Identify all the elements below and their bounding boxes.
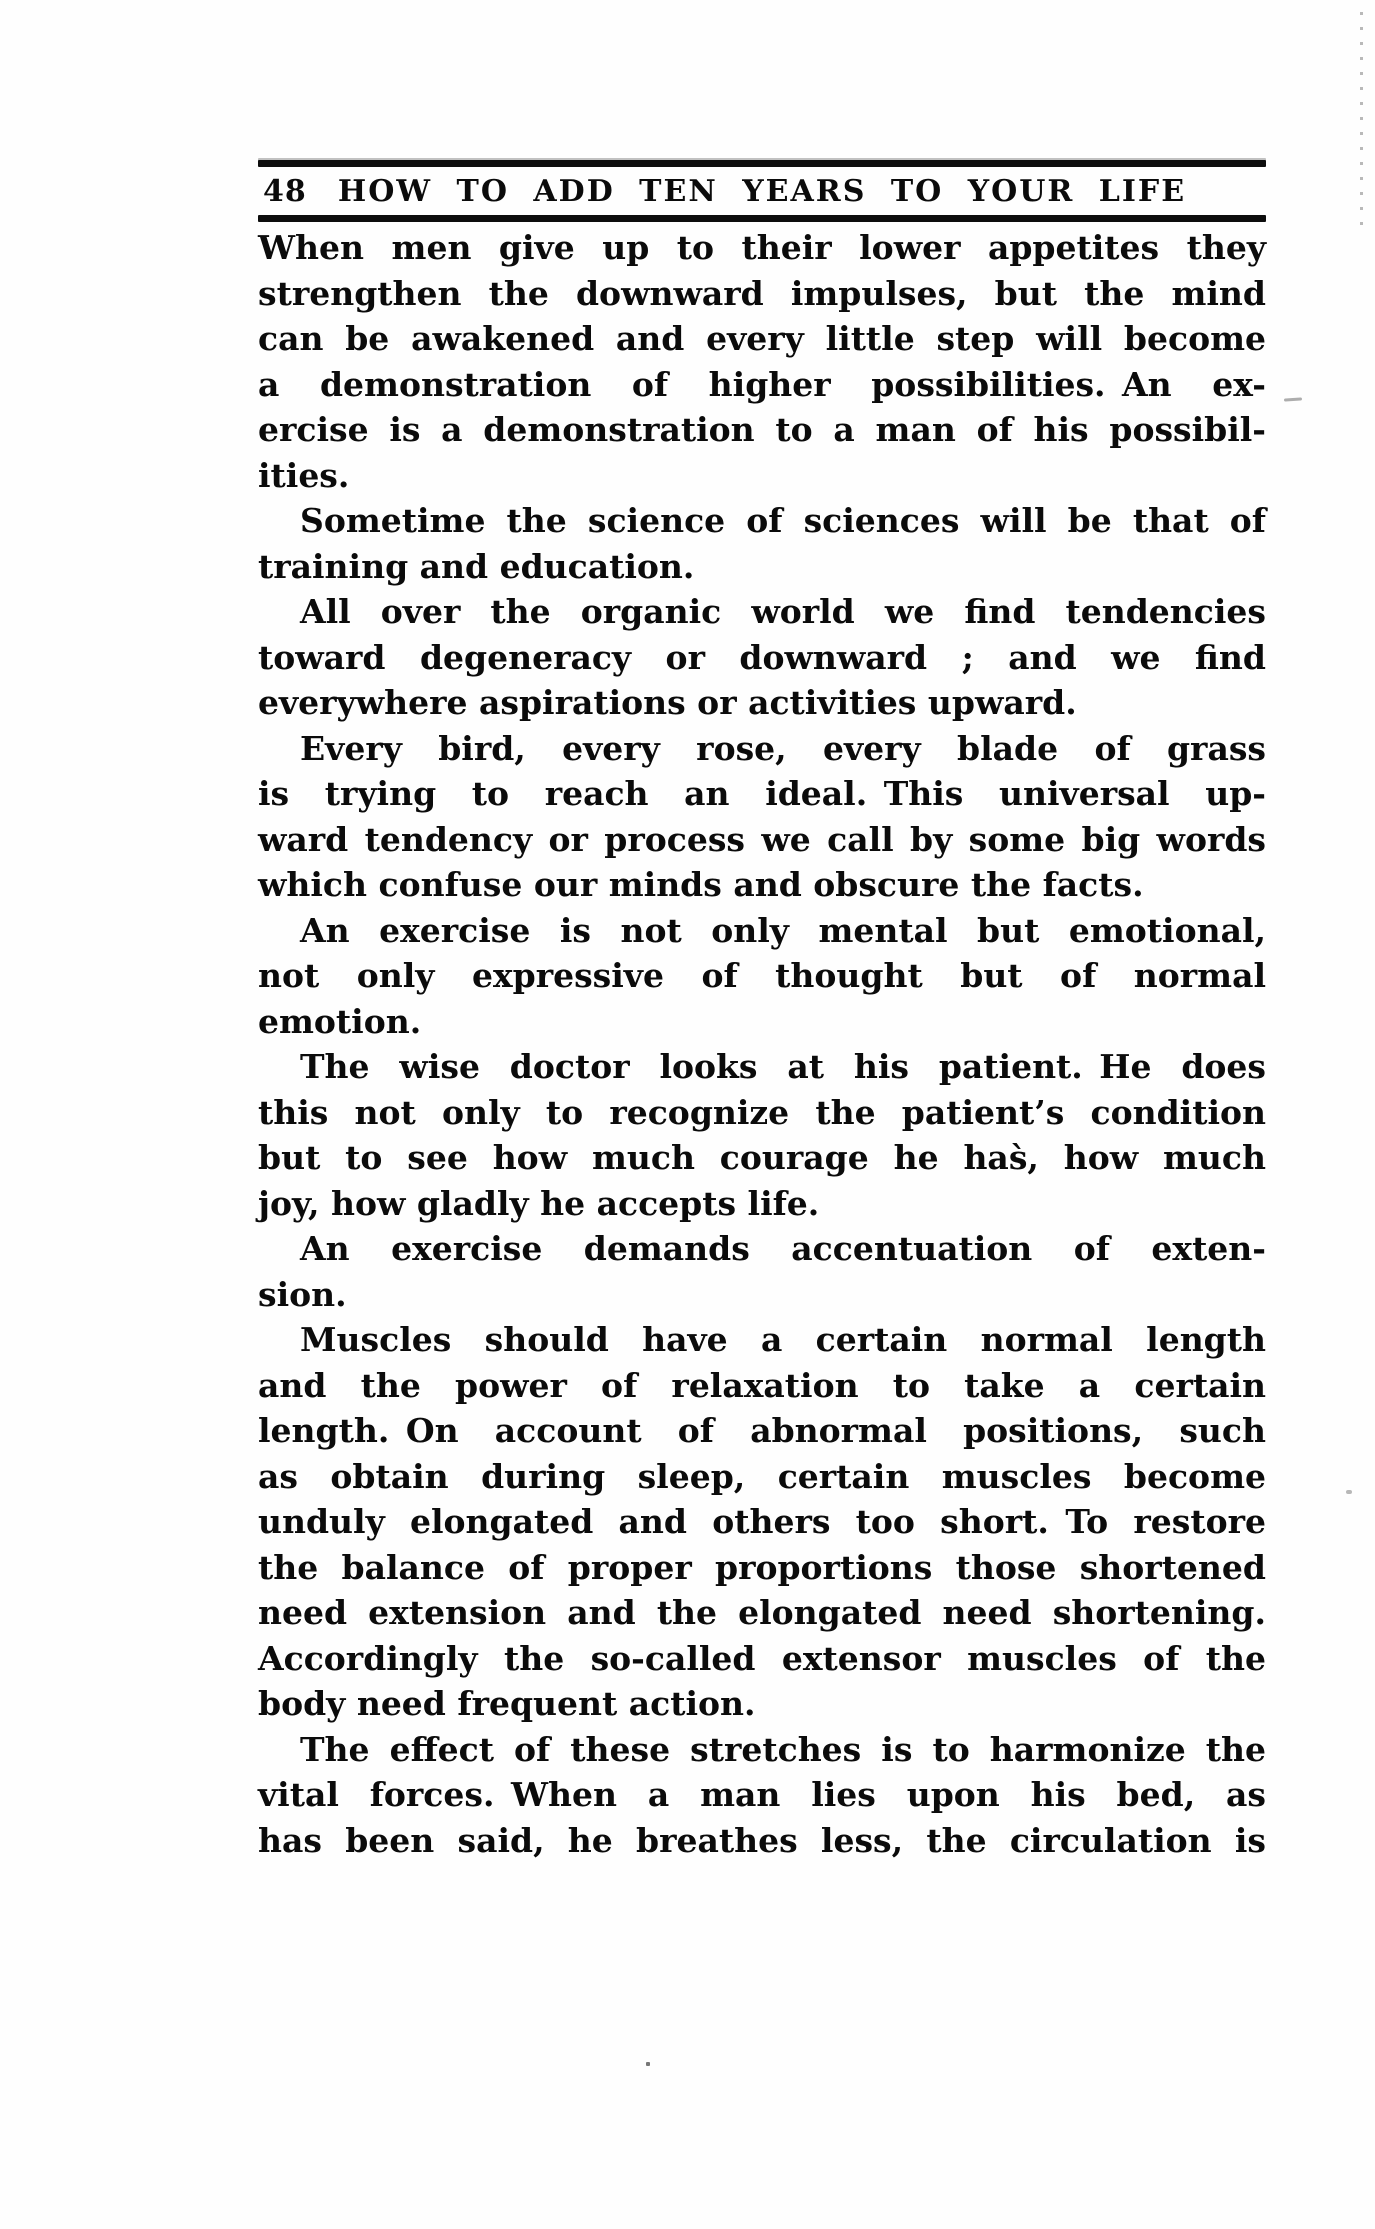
text-line: has been said, he breathes less, the circulation is <box>258 1820 1266 1860</box>
page-number: 48 <box>263 173 307 209</box>
scan-artifact-speck <box>1346 1490 1352 1494</box>
text-line: everywhere aspirations or activities upward. <box>258 683 1077 722</box>
text-line: Muscles should have a certain normal length <box>300 1320 1266 1359</box>
text-line: the balance of proper proportions those shortened <box>258 1547 1266 1587</box>
text-line: this not only to recognize the patient’s condition <box>258 1092 1266 1132</box>
text-line: All over the organic world we find tendencies <box>300 592 1266 631</box>
text-line: toward degeneracy or downward ; and we find <box>258 637 1266 677</box>
text-line: unduly elongated and others too short. To restore <box>258 1502 1266 1541</box>
text-line: Every bird, every rose, every blade of grass <box>300 728 1266 768</box>
text-line: When men give up to their lower appetites they <box>258 228 1266 267</box>
text-line: and the power of relaxation to take a certain <box>258 1365 1266 1405</box>
header-rule-bottom <box>258 215 1266 222</box>
header-rule-top <box>258 160 1266 167</box>
scan-artifact-edge-dots <box>1360 12 1363 237</box>
text-line: The effect of these stretches is to harmonize the <box>300 1729 1266 1769</box>
text-line: is trying to reach an ideal. This universal up- <box>258 774 1266 813</box>
text-line: sion. <box>258 1274 347 1314</box>
text-line: can be awakened and every little step will become <box>258 319 1266 358</box>
text-line: a demonstration of higher possibilities. An ex- <box>258 364 1266 404</box>
text-line: emotion. <box>258 1001 422 1041</box>
text-line: not only expressive of thought but of normal <box>258 956 1266 995</box>
text-line: need extension and the elongated need shortening. <box>258 1593 1266 1632</box>
running-title: HOW TO ADD TEN YEARS TO YOUR LIFE <box>337 173 1187 209</box>
text-line: An exercise is not only mental but emotional, <box>300 910 1266 950</box>
text-line: length. On account of abnormal positions, such <box>258 1411 1266 1450</box>
body-text <box>258 225 1266 1863</box>
text-line: ercise is a demonstration to a man of his possibil- <box>258 410 1266 449</box>
text-block <box>258 160 1266 1863</box>
text-line: ward tendency or process we call by some big words <box>258 819 1266 859</box>
text-line: The wise doctor looks at his patient. He does <box>300 1047 1266 1086</box>
text-line: An exercise demands accentuation of exten- <box>300 1229 1266 1268</box>
text-line: as obtain during sleep, certain muscles become <box>258 1456 1266 1496</box>
text-line: Sometime the science of sciences will be that of <box>300 501 1266 540</box>
text-line: body need frequent action. <box>258 1684 756 1723</box>
scan-artifact-speck <box>646 2062 650 2066</box>
text-line: vital forces. When a man lies upon his bed, as <box>258 1775 1266 1814</box>
scan-artifact-dash <box>1284 397 1302 401</box>
text-line: Accordingly the so-called extensor muscles of the <box>258 1638 1266 1678</box>
text-line: ities. <box>258 455 350 495</box>
text-line: strengthen the downward impulses, but the mind <box>258 273 1266 313</box>
text-line: but to see how much courage he has̀, how much <box>258 1138 1266 1177</box>
text-line: which confuse our minds and obscure the facts. <box>258 865 1144 904</box>
page-header <box>258 167 1266 215</box>
text-line: training and education. <box>258 546 695 586</box>
text-line: joy, how gladly he accepts life. <box>258 1183 820 1223</box>
